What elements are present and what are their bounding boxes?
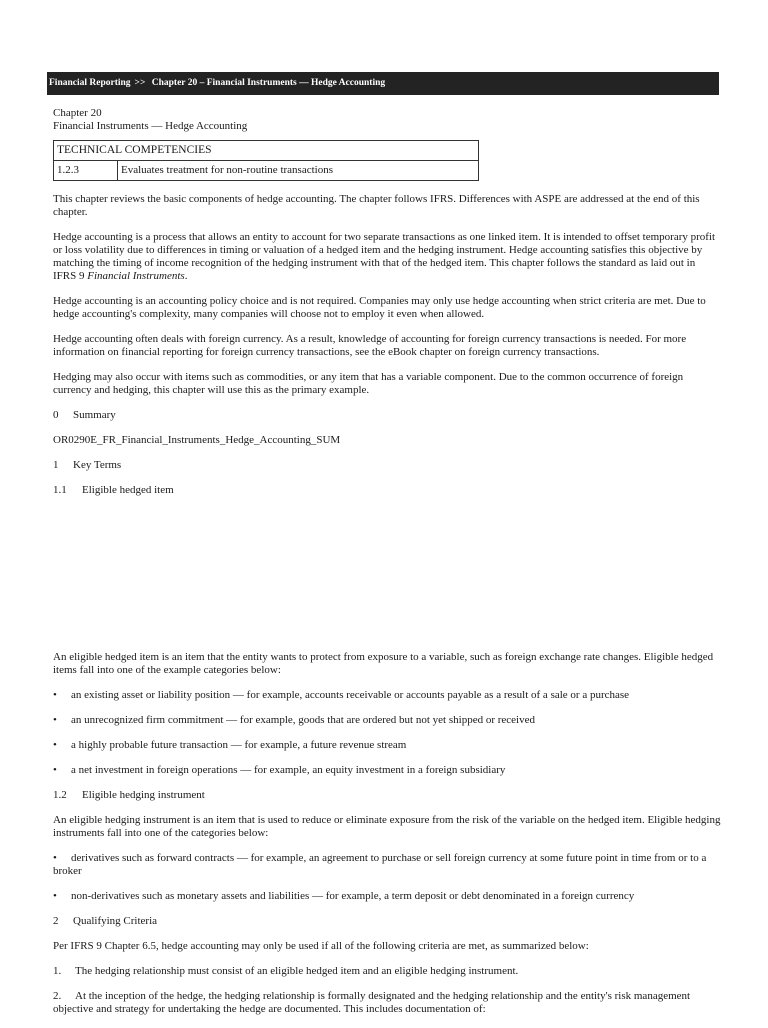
section-1-2-heading (53, 789, 721, 802)
section-title: Eligible hedged item (82, 484, 174, 496)
intro-paragraph-5: Hedging may also occur with items such as commodities, or any item that has a variable component. Due to the common occurrence of foreign currency and hedging, this chapter will use this as the primary example. (53, 371, 684, 396)
list-item (53, 852, 721, 878)
list-item (53, 739, 721, 752)
chapter-number: Chapter 20 (53, 107, 102, 119)
list-item (53, 689, 721, 702)
section-number: 1.2 (53, 789, 67, 801)
list-item-text: a highly probable future transaction — for example, a future revenue stream (71, 739, 407, 751)
list-item (53, 965, 721, 978)
blank-space (53, 509, 721, 651)
list-item-number: 1. (53, 965, 62, 977)
list-item-text: At the inception of the hedge, the hedging relationship is formally designated and the hedging relationship and the entity's risk management objective and strategy for undertaking the hedge are documented. This includes documentation of: (53, 990, 691, 1015)
section-number: 2 (53, 915, 59, 927)
breadcrumb-chapter[interactable]: Chapter 20 – Financial Instruments — Hedge Accounting (151, 78, 386, 88)
list-item-text: derivatives such as forward contracts — for example, an agreement to purchase or sell foreign currency at some future point in time from or to a broker (53, 852, 707, 877)
chapter-title: Financial Instruments — Hedge Accounting (53, 120, 248, 132)
summary-identifier: OR0290E_FR_Financial_Instruments_Hedge_Accounting_SUM (53, 434, 341, 446)
competency-code: 1.2.3 (54, 161, 118, 181)
list-item (53, 764, 721, 777)
intro-paragraph-2-text: Hedge accounting is a process that allows an entity to account for two separate transactions as one linked item. It is intended to offset temporary profit or loss volatility due to differences in timing or valuation of a hedged item and the hedging instrument. Hedge accounting satisfies this objective by matching the timing of income recognition of the hedging instrument with that of the hedged item. This chapter follows the standard as laid out in IFRS 9 (53, 231, 716, 282)
breadcrumb-financial-reporting[interactable]: Financial Reporting (49, 78, 131, 88)
section-number: 1.1 (53, 484, 67, 496)
list-item (53, 990, 721, 1016)
section-title: Summary (73, 409, 116, 421)
intro-paragraph-1: This chapter reviews the basic components of hedge accounting. The chapter follows IFRS. Differences with ASPE are addressed at the end of this chapter. (53, 193, 700, 218)
list-item (53, 714, 721, 727)
section-title: Key Terms (73, 459, 122, 471)
intro-paragraph-2 (53, 231, 721, 283)
breadcrumb (47, 72, 719, 95)
list-item-text: an existing asset or liability position — for example, accounts receivable or accounts payable as a result of a sale or a purchase (71, 689, 630, 701)
section-1-heading (53, 459, 721, 472)
bullet-icon: • (53, 714, 57, 726)
bullet-icon: • (53, 852, 57, 864)
section-0-heading (53, 409, 721, 422)
list-item-text: The hedging relationship must consist of an eligible hedged item and an eligible hedging instrument. (75, 965, 519, 977)
document-body (53, 107, 721, 1028)
table-row (54, 161, 479, 181)
bullet-icon: • (53, 764, 57, 776)
list-item (53, 890, 721, 903)
competencies-table (53, 140, 479, 181)
bullet-icon: • (53, 689, 57, 701)
section-number: 0 (53, 409, 59, 421)
list-item-number: 2. (53, 990, 62, 1002)
bullet-icon: • (53, 890, 57, 902)
competency-description: Evaluates treatment for non-routine transactions (118, 161, 479, 181)
list-item-text: non-derivatives such as monetary assets and liabilities — for example, a term deposit or debt denominated in a foreign currency (71, 890, 635, 902)
intro-paragraph-4: Hedge accounting often deals with foreign currency. As a result, knowledge of accounting for foreign currency transactions is needed. For more information on financial reporting for foreign currency transactions, see the eBook chapter on foreign currency transactions. (53, 333, 687, 358)
intro-paragraph-2-end: . (184, 270, 188, 282)
section-1-1-heading (53, 484, 721, 497)
section-number: 1 (53, 459, 59, 471)
intro-paragraph-2-italic: Financial Instruments (87, 270, 185, 282)
bullet-icon: • (53, 739, 57, 751)
hedged-item-intro: An eligible hedged item is an item that the entity wants to protect from exposure to a variable, such as foreign exchange rate changes. Eligible hedged items fall into one of the example categories below: (53, 651, 714, 676)
list-item-text: an unrecognized firm commitment — for example, goods that are ordered but not yet shipped or received (71, 714, 535, 726)
competencies-header: TECHNICAL COMPETENCIES (54, 141, 479, 161)
list-item-text: a net investment in foreign operations — for example, an equity investment in a foreign subsidiary (71, 764, 506, 776)
section-title: Qualifying Criteria (73, 915, 158, 927)
section-2-heading (53, 915, 721, 928)
intro-paragraph-3: Hedge accounting is an accounting policy choice and is not required. Companies may only use hedge accounting when strict criteria are met. Due to hedge accounting's complexity, many companies will choose not to employ it even when allowed. (53, 295, 706, 320)
hedging-instrument-intro: An eligible hedging instrument is an item that is used to reduce or eliminate exposure from the risk of the variable on the hedged item. Eligible hedging instruments fall into one of the categories below: (53, 814, 721, 839)
breadcrumb-separator: >> (134, 78, 146, 88)
chapter-heading (53, 107, 721, 133)
section-title: Eligible hedging instrument (82, 789, 205, 801)
criteria-intro: Per IFRS 9 Chapter 6.5, hedge accounting may only be used if all of the following criteria are met, as summarized below: (53, 940, 589, 952)
